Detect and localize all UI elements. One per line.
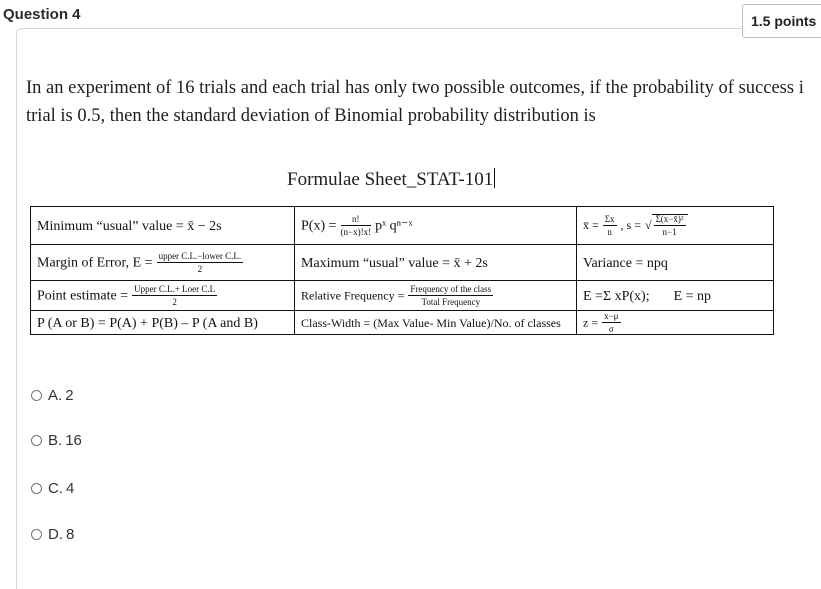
text-caret (494, 168, 495, 188)
question-text-line-2: trial is 0.5, then the standard deviation of Binomial probability distribution is (26, 106, 596, 126)
option-b[interactable] (31, 432, 82, 449)
option-c[interactable] (31, 480, 74, 497)
sd-prefix: , s = (620, 218, 641, 233)
addition-rule-text: P (A or B) = P(A) + P(B) – P (A and B) (37, 315, 258, 331)
option-b-value: 16 (65, 432, 82, 449)
class-width-text: Class-Width = (Max Value- Min Value)/No. of classes (301, 315, 561, 330)
option-d-label: D. (48, 526, 63, 543)
z-fraction (602, 312, 620, 334)
pmf-suffix: pˣ qⁿ⁻ˣ (375, 218, 413, 234)
max-usual-text: Maximum “usual” value = x̄ + 2s (301, 255, 488, 271)
radio-d[interactable] (31, 529, 42, 540)
margin-fraction (157, 252, 244, 274)
radio-b[interactable] (31, 435, 42, 446)
formula-table (30, 206, 774, 335)
mean-den: n (607, 226, 612, 237)
sd-fraction (652, 214, 688, 237)
question-title: Question 4 (3, 6, 81, 23)
formula-row-1 (31, 207, 774, 245)
variance-text: Variance = npq (583, 255, 668, 271)
pmf-num: n! (341, 215, 372, 226)
point-estimate-prefix: Point estimate = (37, 288, 129, 304)
point-estimate-fraction (132, 285, 217, 307)
cell-binomial-pmf (295, 207, 577, 245)
mean-prefix: x̄ = (583, 218, 599, 233)
sd-num: Σ(x−x̄)² (655, 214, 684, 224)
margin-prefix: Margin of Error, E = (37, 255, 153, 271)
z-den: σ (608, 323, 614, 334)
expectation-sum: E =Σ xP(x); (583, 288, 650, 304)
z-prefix: z = (583, 315, 599, 330)
point-estimate-num: Upper C.L.+ Loer C.L (134, 283, 216, 294)
formula-row-3 (31, 281, 774, 311)
expectation-np: E = np (673, 288, 712, 304)
sqrt-symbol: √ (644, 218, 652, 233)
mean-fraction (603, 215, 617, 237)
cell-variance (577, 245, 774, 281)
question-text-line-1: In an experiment of 16 trials and each trial has only two possible outcomes, if the probability of success i (26, 78, 804, 98)
option-a-label: A. (48, 387, 63, 404)
cell-class-width (295, 311, 577, 335)
margin-den: 2 (197, 263, 203, 274)
option-b-label: B. (48, 432, 63, 449)
cell-expectation (577, 281, 774, 311)
option-c-label: C. (48, 480, 63, 497)
z-num: x−μ (604, 310, 619, 321)
mean-num: Σx (604, 213, 615, 224)
option-c-value: 4 (66, 480, 75, 497)
cell-mean-sd (577, 207, 774, 245)
rel-freq-num: Frequency of the class (410, 283, 492, 294)
pmf-fraction (341, 215, 372, 237)
option-d-value: 8 (66, 526, 75, 543)
radio-a[interactable] (31, 390, 42, 401)
margin-num: upper C.L.−lower C.L. (158, 250, 242, 261)
option-a-value: 2 (65, 387, 74, 404)
rel-freq-den: Total Frequency (421, 296, 481, 307)
formula-sheet-title (287, 168, 495, 191)
radio-c[interactable] (31, 483, 42, 494)
rel-freq-prefix: Relative Frequency = (301, 288, 405, 303)
cell-max-usual (295, 245, 577, 281)
pmf-prefix: P(x) = (301, 218, 337, 234)
rel-freq-fraction (408, 285, 493, 307)
cell-margin-error (31, 245, 295, 281)
cell-point-estimate (31, 281, 295, 311)
question-text (26, 74, 821, 130)
formula-row-2 (31, 245, 774, 281)
cell-relative-frequency (295, 281, 577, 311)
formula-row-4 (31, 311, 774, 335)
cell-min-usual (31, 207, 295, 245)
formula-sheet-title-text: Formulae Sheet_STAT-101 (287, 169, 494, 190)
min-usual-text: Minimum “usual” value = x̄ − 2s (37, 218, 222, 234)
pmf-den: (n−x)!x! (340, 226, 372, 237)
option-a[interactable] (31, 387, 74, 404)
sd-den: n−1 (662, 227, 677, 237)
option-d[interactable] (31, 526, 74, 543)
cell-z-score (577, 311, 774, 335)
cell-addition-rule (31, 311, 295, 335)
points-badge: 1.5 points (742, 4, 821, 38)
point-estimate-den: 2 (172, 296, 177, 307)
